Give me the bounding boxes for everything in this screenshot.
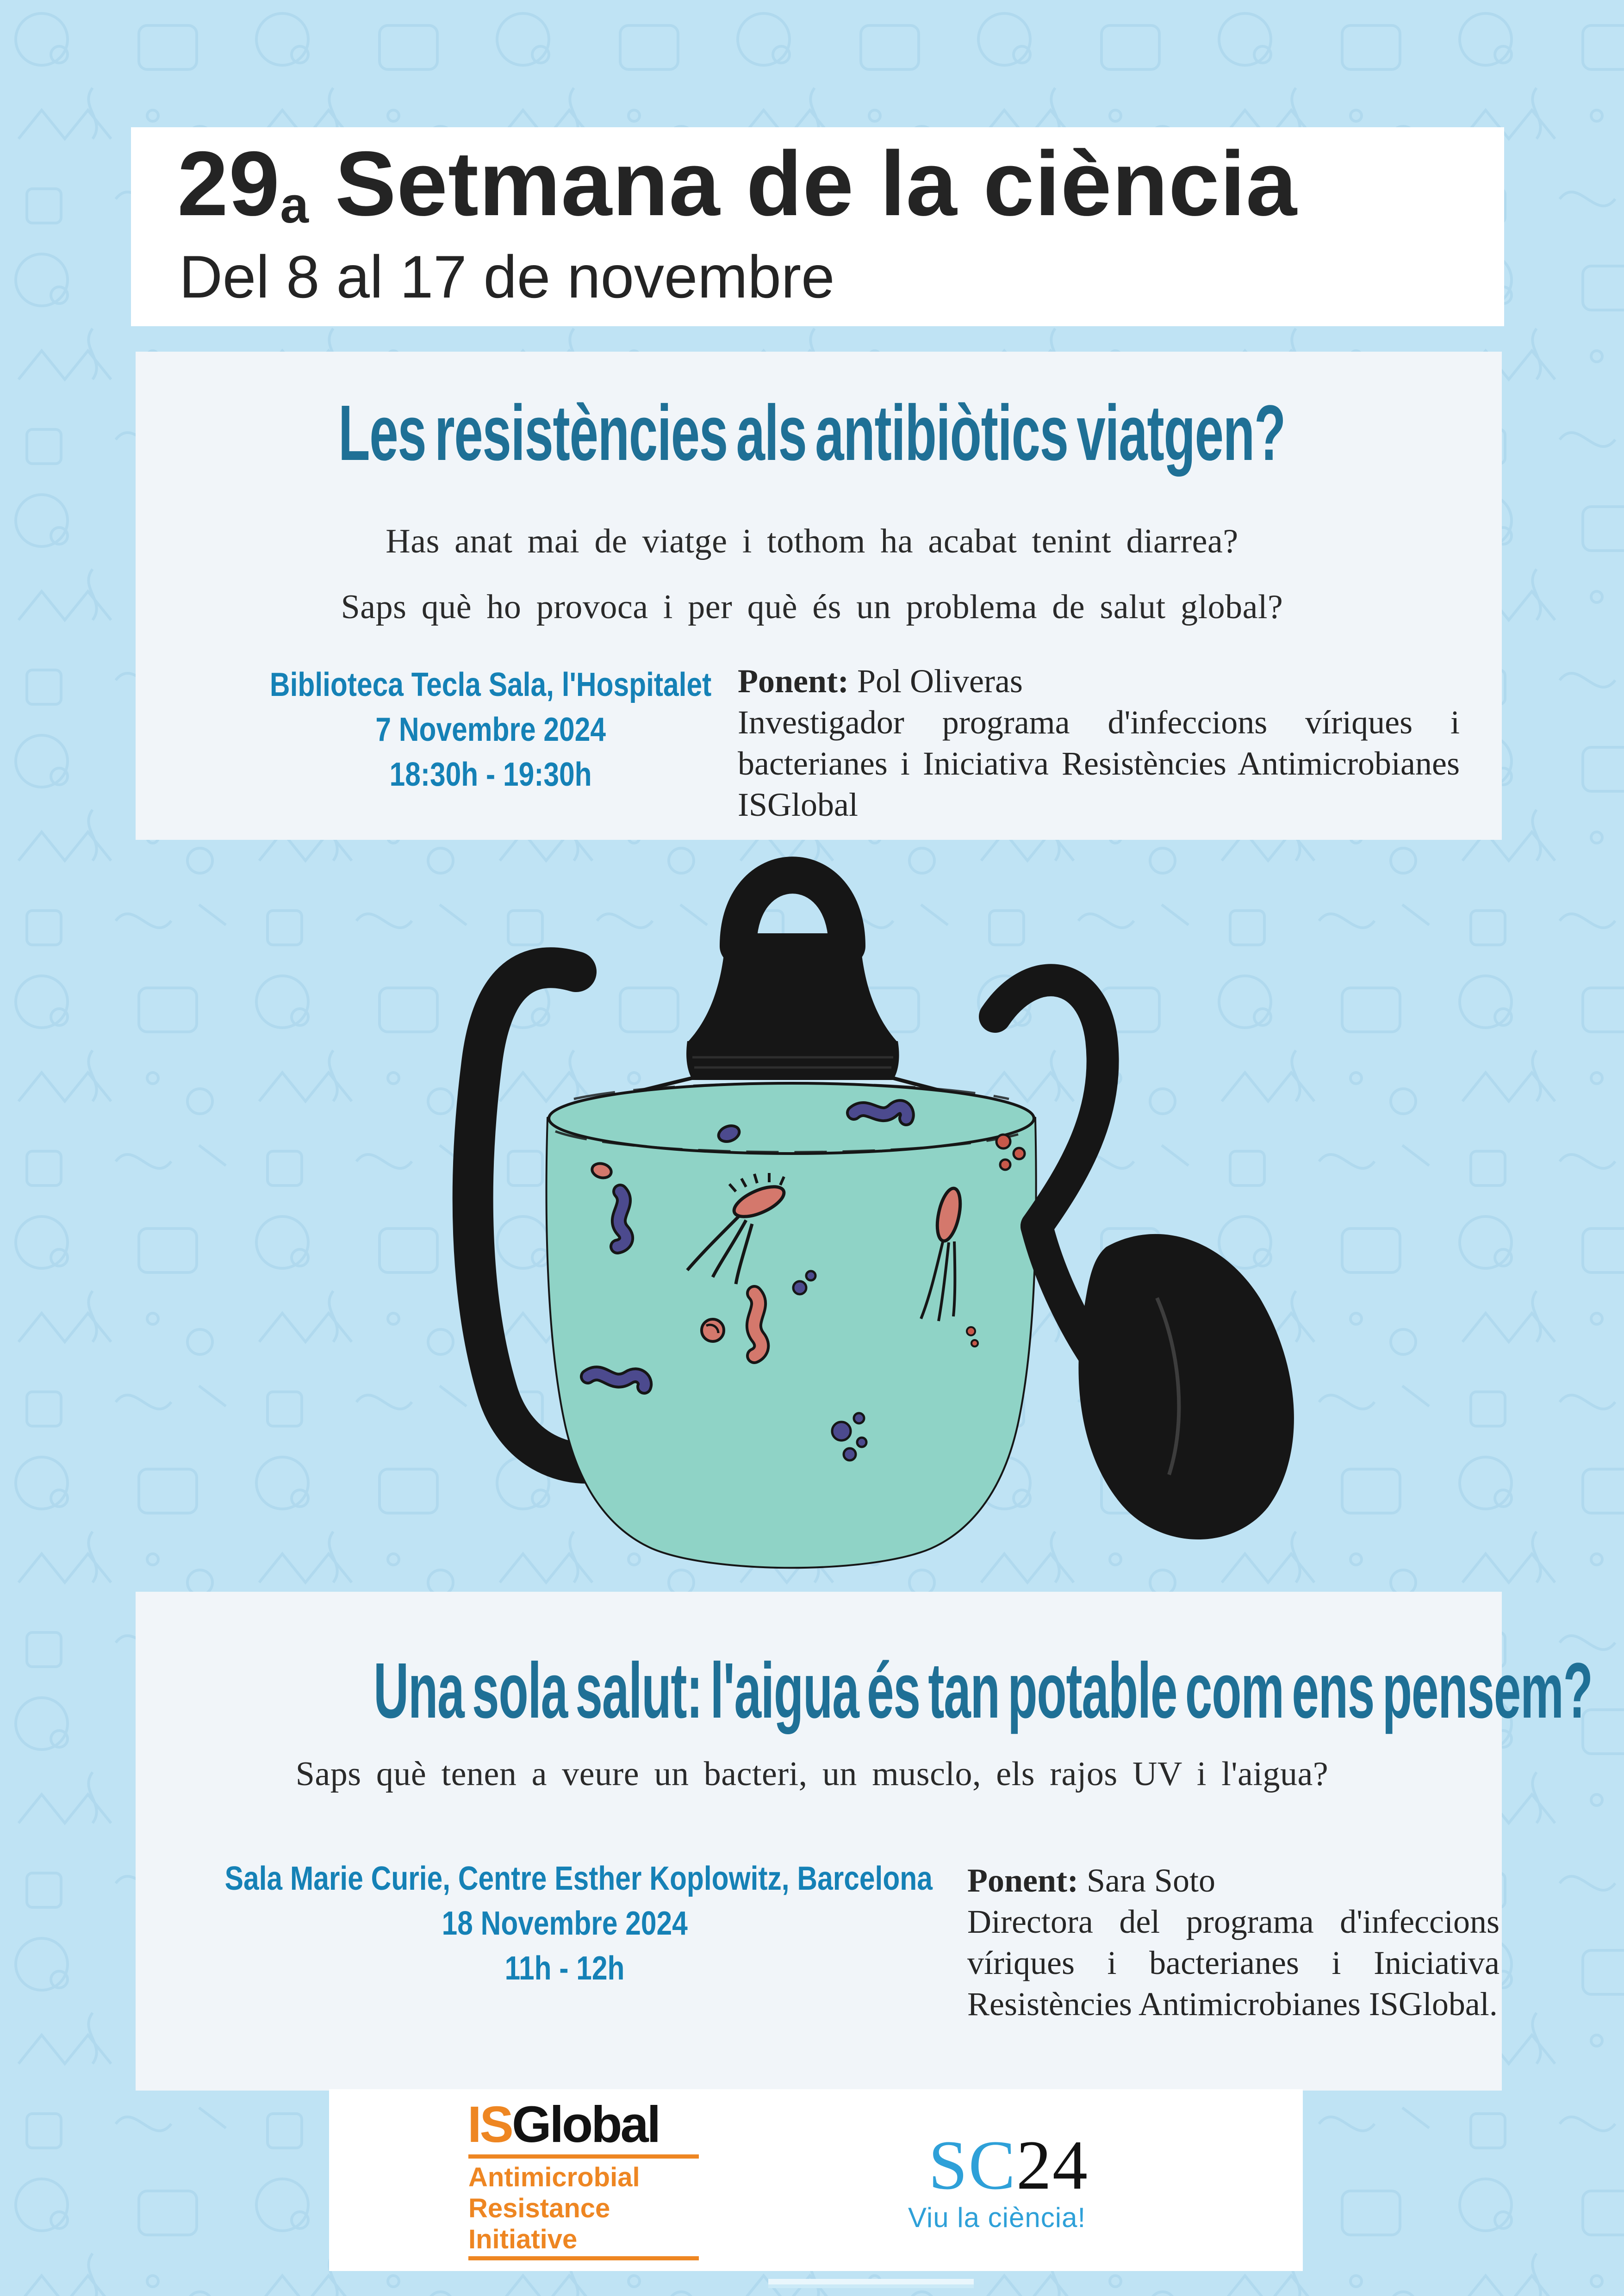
event1-location: Biblioteca Tecla Sala, l'Hospitalet [269, 666, 712, 703]
event2-time: 11h - 12h [504, 1950, 625, 1987]
event1-question-2: Saps què ho provoca i per què és un problema de salut global? [341, 588, 1283, 626]
event2-speaker-name: Sara Soto [1086, 1862, 1215, 1899]
event1-speaker-line [738, 661, 1460, 702]
water-canteen-illustration [435, 807, 1314, 1594]
date-range-subtitle: Del 8 al 17 de novembre [179, 243, 835, 310]
event1-question-1: Has anat mai de viatge i tothom ha acabat tenint diarrea? [386, 522, 1238, 560]
event1-time: 18:30h - 19:30h [389, 756, 592, 793]
event2-speaker-label: Ponent: [967, 1862, 1078, 1899]
footer-watermark [768, 2279, 974, 2291]
event2-details [157, 1856, 972, 1991]
edition-number: 29 [177, 132, 280, 235]
header-banner [131, 127, 1504, 326]
event2-date: 18 Novembre 2024 [442, 1905, 688, 1942]
event2-speaker-line [967, 1860, 1500, 1901]
event2-question-1: Saps què tenen a veure un bacteri, un musclo, els rajos UV i l'aigua? [295, 1755, 1329, 1793]
event1-date: 7 Novembre 2024 [375, 711, 606, 748]
sc24-logo [928, 2125, 1089, 2205]
event1-title: Les resistències als antibiòtics viatgen? [338, 389, 1286, 477]
edition-ordinal-suffix: a [280, 176, 309, 234]
isglobal-logo-global: Global [511, 2096, 660, 2153]
microbe-purple-squiggle-2 [617, 1191, 626, 1247]
isglobal-line-initiative: Initiative [468, 2224, 578, 2254]
microbe-salmon-squiggle [754, 1293, 761, 1356]
event1-speaker-description: Investigador programa d'infeccions víriques i bacterianes i Iniciativa Resistències Antimicrobianes ISGlobal [738, 704, 1460, 823]
event1-speaker-name: Pol Oliveras [857, 663, 1023, 700]
strap-right [995, 980, 1294, 1539]
sc24-logo-year: 24 [1016, 2126, 1089, 2204]
event2-location: Sala Marie Curie, Centre Esther Koplowitz, Barcelona [224, 1860, 933, 1897]
isglobal-rule-top [468, 2154, 699, 2159]
page-title-text: Setmana de la ciència [309, 132, 1297, 235]
event2-speaker-description: Directora del programa d'infeccions víriques i bacterianes i Iniciativa Resistències Antimicrobianes ISGlobal. [967, 1903, 1500, 2023]
microbe-purple-squiggle-1 [854, 1107, 907, 1118]
isglobal-logo-is: IS [467, 2096, 512, 2153]
isglobal-line-resistance: Resistance [468, 2193, 610, 2223]
isglobal-rule-bottom [468, 2256, 699, 2260]
isglobal-line-antimicrobial: Antimicrobial [468, 2162, 640, 2192]
event1-speaker-label: Ponent: [738, 663, 849, 700]
page-title [177, 132, 1297, 244]
sc24-logo-sc: SC [928, 2126, 1016, 2204]
event1-speaker-block [738, 661, 1460, 825]
event1-details [194, 663, 787, 797]
isglobal-initiative-lines [468, 2162, 640, 2255]
event2-title: Una sola salut: l'aigua és tan potable com ens pensem? [373, 1647, 1593, 1735]
water-fill [528, 1117, 1083, 1593]
sc24-tagline: Viu la ciència! [908, 2202, 1086, 2233]
bottle-cap [686, 875, 899, 1080]
event2-speaker-block [967, 1860, 1500, 2025]
microbe-salmon-shell [702, 1319, 724, 1341]
water-surface [549, 1083, 1034, 1154]
isglobal-logo [467, 2095, 659, 2154]
